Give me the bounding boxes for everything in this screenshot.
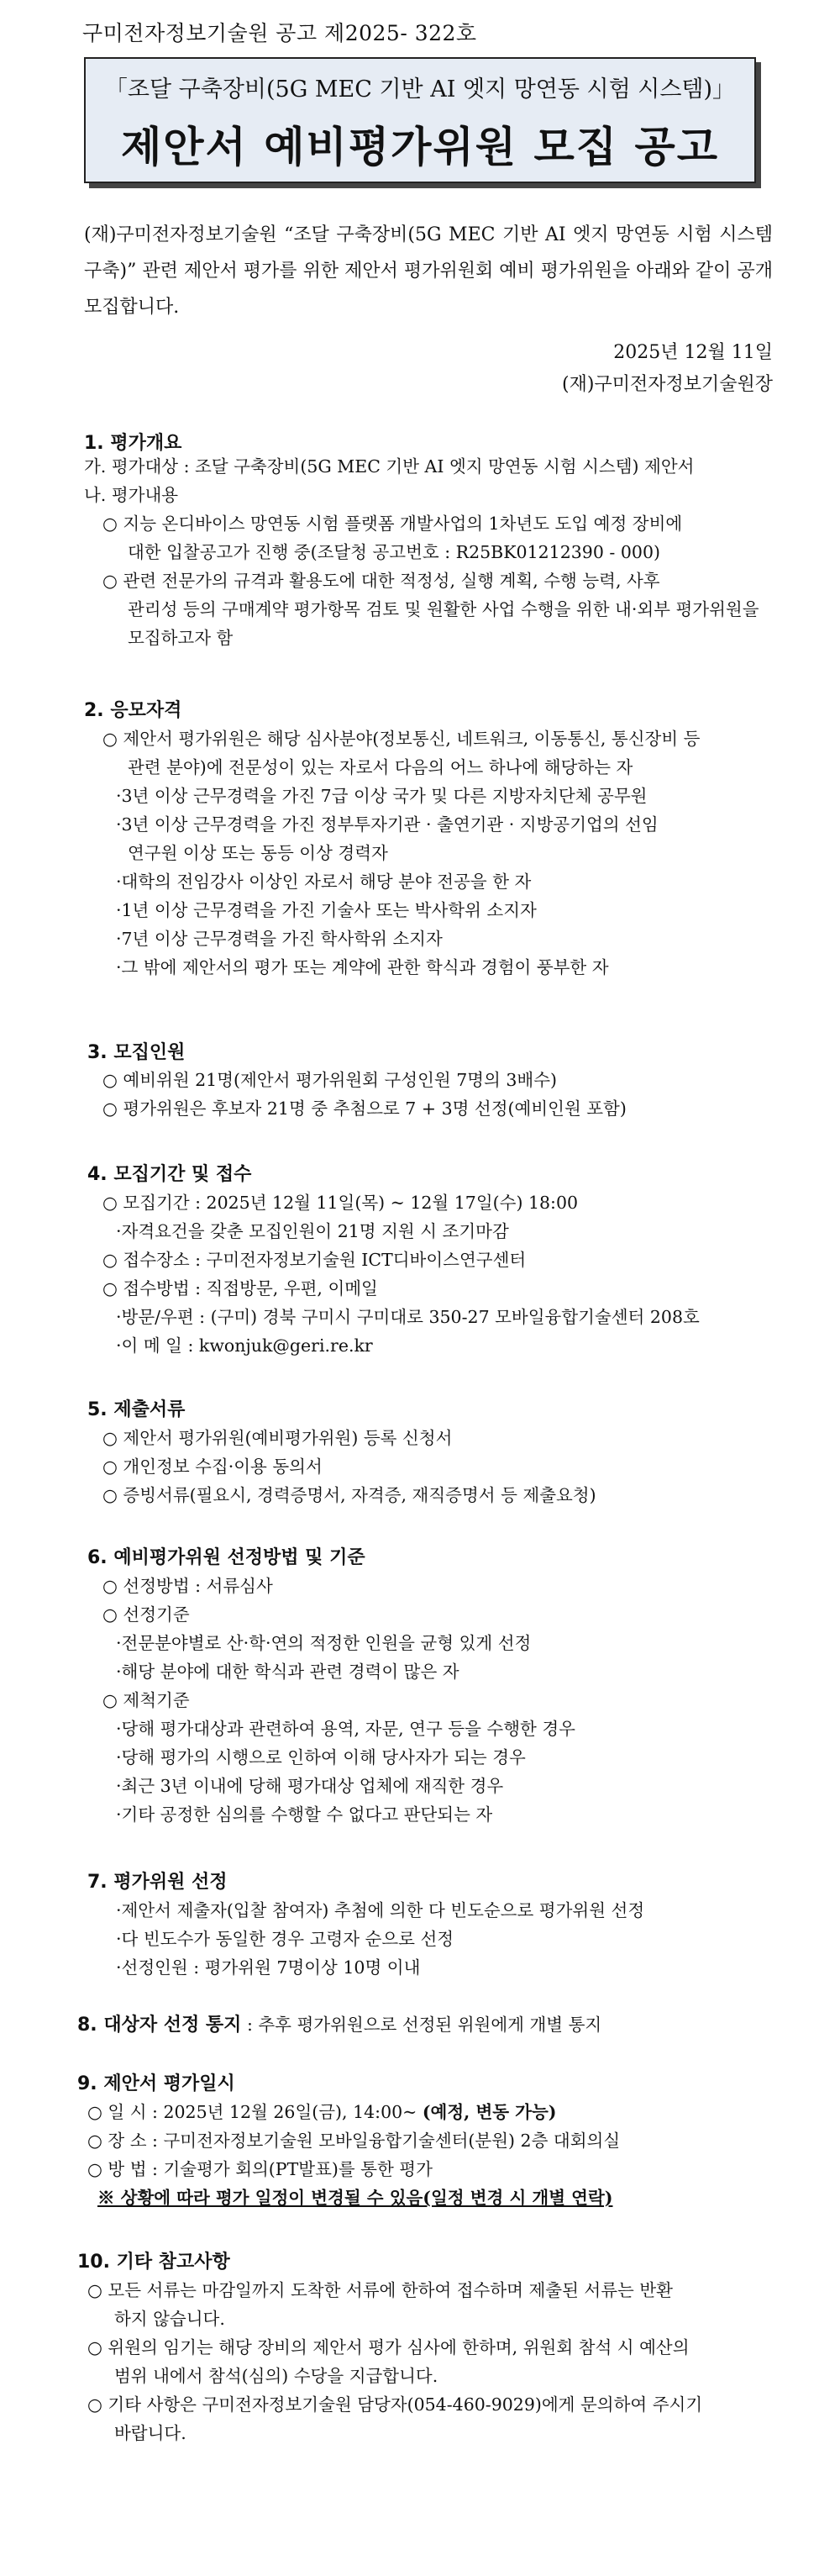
section-8-text: : 추후 평가위원으로 선정된 위원에게 개별 통지 (241, 2015, 602, 2035)
s2-line: ·3년 이상 근무경력을 가진 정부투자기관 · 출연기관 · 지방공기업의 선임 (116, 814, 659, 835)
s10-line: ○ 위원의 임기는 해당 장비의 제안서 평가 심사에 한하며, 위원회 참석 시 예산의 (87, 2337, 690, 2357)
s2-line: ·3년 이상 근무경력을 가진 7급 이상 국가 및 다른 지방자치단체 공무원 (116, 786, 648, 806)
s4-line: ○ 모집기간 : 2025년 12월 11일(목) ~ 12월 17일(수) 18:00 (102, 1193, 579, 1213)
s2-line: ·7년 이상 근무경력을 가진 학사학위 소지자 (116, 929, 443, 949)
s7-line: ·다 빈도수가 동일한 경우 고령자 순으로 선정 (116, 1929, 454, 1949)
s6-line: ·해당 분야에 대한 학식과 관련 경력이 많은 자 (116, 1662, 459, 1682)
s4-line: ·방문/우편 : (구미) 경북 구미시 구미대로 350-27 모바일융합기술센터 208호 (116, 1307, 700, 1327)
s9-note: ※ 상황에 따라 평가 일정이 변경될 수 있음(일정 변경 시 개별 연락) (97, 2188, 613, 2208)
intro-text: (재)구미전자정보기술원 “조달 구축장비(5G MEC 기반 AI 엣지 망연동 시험 시스템 구축)” 관련 제안서 평가를 위한 제안서 평가위원회 예비 평가위원을 아래와 같이 공개 모집합니다. (84, 224, 773, 318)
s1-line: 나. 평가내용 (84, 485, 179, 505)
title-box (84, 57, 756, 183)
s2-line: ·그 밖에 제안서의 평가 또는 계약에 관한 학식과 경험이 풍부한 자 (116, 957, 609, 977)
announcement-date: 2025년 12월 11일 (613, 342, 773, 363)
s2-line: 연구원 이상 또는 동등 이상 경력자 (128, 843, 388, 863)
s6-line: ○ 선정기준 (102, 1604, 190, 1625)
s6-line: ·당해 평가의 시행으로 인하여 이해 당사자가 되는 경우 (116, 1747, 526, 1767)
s10-line: 바랍니다. (114, 2423, 186, 2443)
s2-line: ·1년 이상 근무경력을 가진 기술사 또는 박사학위 소지자 (116, 900, 537, 920)
s5-line: ○ 제안서 평가위원(예비평가위원) 등록 신청서 (102, 1428, 453, 1448)
s3-line: ○ 평가위원은 후보자 21명 중 추첨으로 7 + 3명 선정(예비인원 포함) (102, 1098, 627, 1119)
s4-email-line: ·이 메 일 : kwonjuk@geri.re.kr (116, 1335, 373, 1356)
s4-line: ○ 접수방법 : 직접방문, 우편, 이메일 (102, 1278, 378, 1299)
s10-line: 범위 내에서 참석(심의) 수당을 지급합니다. (114, 2366, 438, 2386)
s4-line: ·자격요건을 갖춘 모집인원이 21명 지원 시 조기마감 (116, 1221, 509, 1241)
s6-line: ○ 제척기준 (102, 1690, 190, 1710)
s10-line: ○ 모든 서류는 마감일까지 도착한 서류에 한하여 접수하며 제출된 서류는 반환 (87, 2280, 673, 2300)
s10-line: 하지 않습니다. (114, 2309, 225, 2329)
section-10-title: 10. 기타 참고사항 (77, 2252, 230, 2273)
page-title: 제안서 예비평가위원 모집 공고 (120, 123, 720, 171)
s7-line: ·선정인원 : 평가위원 7명이상 10명 이내 (116, 1957, 421, 1978)
s2-line: ○ 제안서 평가위원은 해당 심사분야(정보통신, 네트워크, 이동통신, 통신장비 등 (102, 729, 701, 749)
s1-line: 대한 입찰공고가 진행 중(조달청 공고번호 : R25BK01212390 - 000) (128, 542, 660, 562)
section-3-title: 3. 모집인원 (87, 1042, 186, 1063)
s10-line: ○ 기타 사항은 구미전자정보기술원 담당자(054-460-9029)에게 문의하여 주시기 (87, 2394, 703, 2415)
s2-line: 관련 분야)에 전문성이 있는 자로서 다음의 어느 하나에 해당하는 자 (128, 757, 633, 777)
section-1-title: 1. 평가개요 (84, 433, 182, 454)
section-5-title: 5. 제출서류 (87, 1399, 186, 1420)
s6-line: ·최근 3년 이내에 당해 평가대상 업체에 재직한 경우 (116, 1776, 504, 1796)
section-7-title: 7. 평가위원 선정 (87, 1872, 228, 1893)
s9-datetime-note: (예정, 변동 가능) (422, 2102, 557, 2122)
s5-line: ○ 개인정보 수집·이용 동의서 (102, 1457, 323, 1477)
s7-line: ·제안서 제출자(입찰 참여자) 추첨에 의한 다 빈도순으로 평가위원 선정 (116, 1900, 645, 1920)
s3-line: ○ 예비위원 21명(제안서 평가위원회 구성인원 7명의 3배수) (102, 1070, 558, 1090)
section-6-title: 6. 예비평가위원 선정방법 및 기준 (87, 1547, 365, 1568)
s6-line: ·전문분야별로 산·학·연의 적정한 인원을 균형 있게 선정 (116, 1633, 532, 1653)
s9-datetime-text: ○ 일 시 : 2025년 12월 26일(금), 14:00~ (87, 2102, 423, 2122)
issuer: (재)구미전자정보기술원장 (562, 374, 773, 395)
s5-line: ○ 증빙서류(필요시, 경력증명서, 자격증, 재직증명서 등 제출요청) (102, 1485, 596, 1505)
s1-line: 가. 평가대상 : 조달 구축장비(5G MEC 기반 AI 엣지 망연동 시험 시스템) 제안서 (84, 456, 695, 477)
s2-line: ·대학의 전임강사 이상인 자로서 해당 분야 전공을 한 자 (116, 872, 532, 892)
s1-line: 관리성 등의 구매계약 평가항목 검토 및 원활한 사업 수행을 위한 내·외부 평가위원을 (128, 599, 759, 619)
s4-line: ○ 접수장소 : 구미전자정보기술원 ICT디바이스연구센터 (102, 1250, 527, 1270)
s1-line: 모집하고자 함 (128, 628, 234, 648)
s9-method-line: ○ 방 법 : 기술평가 회의(PT발표)를 통한 평가 (87, 2159, 433, 2179)
section-2-title: 2. 응모자격 (84, 700, 182, 721)
section-4-title: 4. 모집기간 및 접수 (87, 1164, 252, 1185)
section-8-title: 8. 대상자 선정 통지 (77, 2015, 242, 2036)
section-8 (77, 2010, 601, 2040)
s6-line: ·당해 평가대상과 관련하여 용역, 자문, 연구 등을 수행한 경우 (116, 1719, 575, 1739)
s9-datetime-line (87, 2098, 557, 2126)
doc-number: 구미전자정보기술원 공고 제2025- 322호 (82, 21, 477, 45)
s6-line: ·기타 공정한 심의를 수행할 수 없다고 판단되는 자 (116, 1804, 493, 1825)
s1-line: ○ 지능 온디바이스 망연동 시험 플랫폼 개발사업의 1차년도 도입 예정 장비에 (102, 514, 683, 534)
s1-line: ○ 관련 전문가의 규격과 활용도에 대한 적정성, 실행 계획, 수행 능력, 사후 (102, 571, 660, 591)
title-subtitle: 「조달 구축장비(5G MEC 기반 AI 엣지 망연동 시험 시스템)」 (104, 76, 736, 103)
section-9-title: 9. 제안서 평가일시 (77, 2073, 235, 2094)
s9-location-line: ○ 장 소 : 구미전자정보기술원 모바일융합기술센터(분원) 2층 대회의실 (87, 2131, 621, 2151)
s6-line: ○ 선정방법 : 서류심사 (102, 1576, 273, 1596)
